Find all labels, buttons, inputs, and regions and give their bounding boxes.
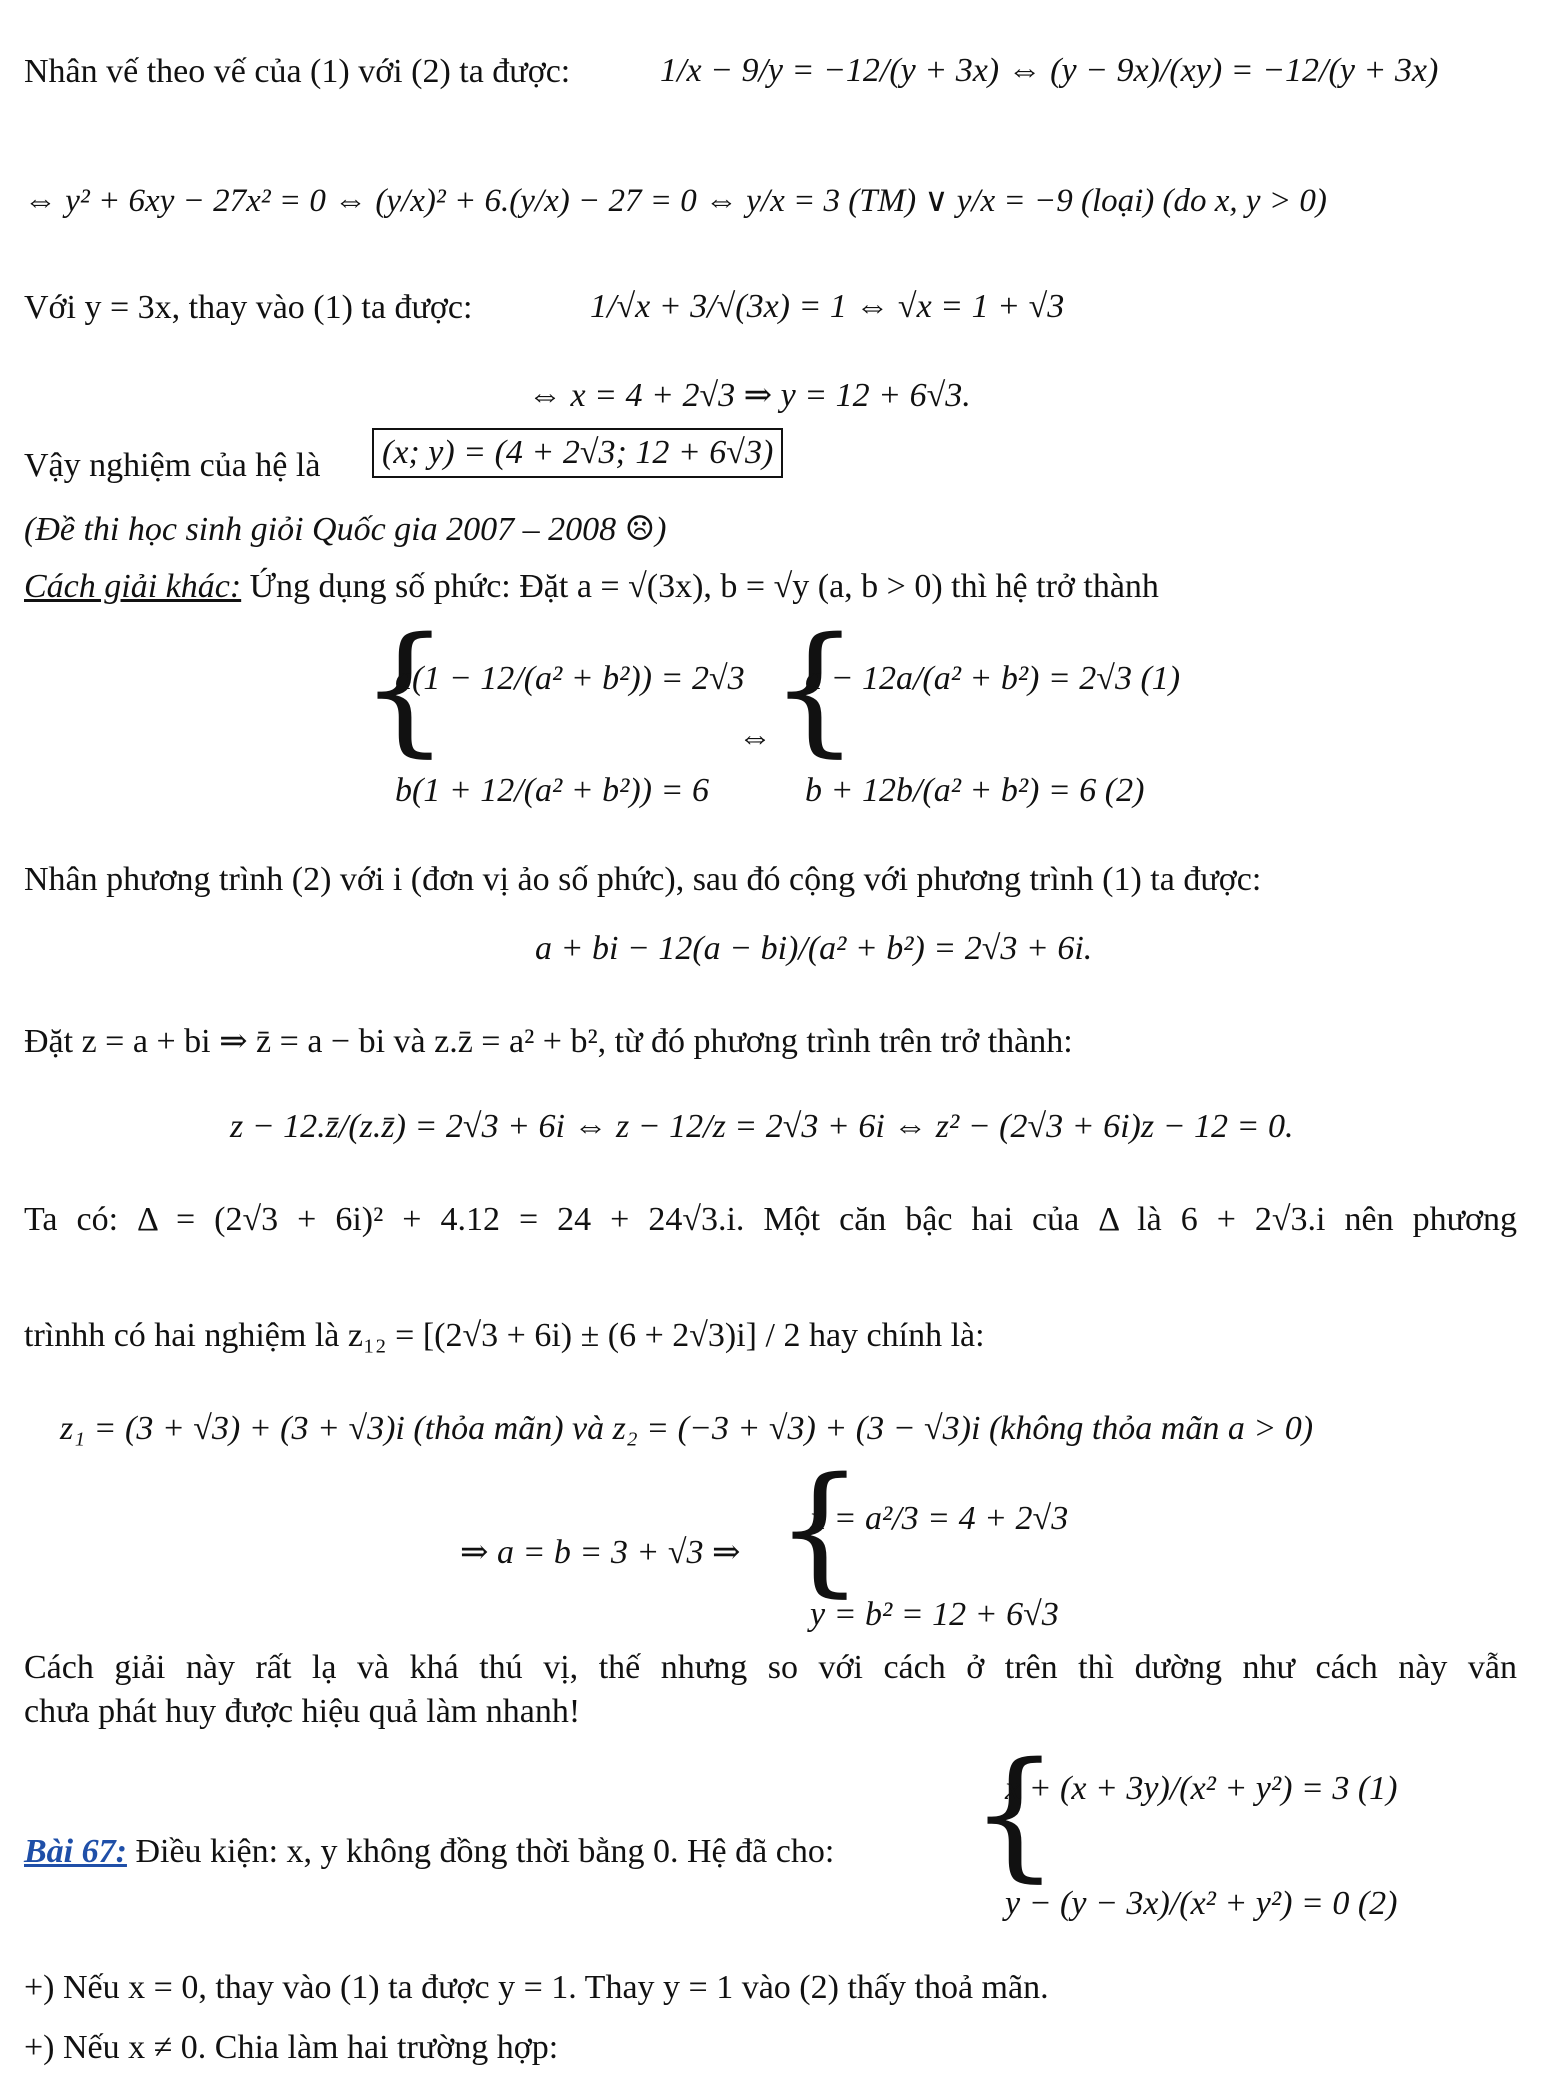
bai-67-line <box>24 1832 834 1872</box>
text-line-8: Nhân phương trình (2) với i (đơn vị ảo số phức), sau đó cộng với phương trình (1) ta được: <box>24 861 1262 898</box>
bai-67-text: Điều kiện: x, y không đồng thời bằng 0. Hệ đã cho: <box>126 1833 835 1870</box>
left-brace-3: { <box>775 1448 865 1611</box>
left-brace-2: { <box>770 608 860 771</box>
equation-line-3: 1/√x + 3/√(3x) = 1 ⇔ √x = 1 + √3 <box>590 288 1065 325</box>
text-line-16: Cách giải này rất lạ và khá thú vị, thế nhưng so với cách ở trên thì dường như cách này vẫn <box>24 1649 1517 1686</box>
equation-line-15: ⇒ a = b = 3 + √3 ⇒ <box>460 1534 741 1571</box>
system1-row1: a(1 − 12/(a² + b²)) = 2√3 <box>395 660 745 697</box>
source-note: (Đề thi học sinh giỏi Quốc gia 2007 – 2008 ☹) <box>24 511 667 548</box>
system1-row2: b(1 + 12/(a² + b²)) = 6 <box>395 772 709 809</box>
equation-line-14: z₁ = (3 + √3) + (3 + √3)i (thỏa mãn) và z₂ = (−3 + √3) + (3 − √3)i (không thỏa mãn a > 0) <box>60 1410 1314 1447</box>
system3-row2: y = b² = 12 + 6√3 <box>810 1596 1059 1633</box>
text-line-7 <box>24 567 1159 607</box>
left-brace-4: { <box>970 1733 1060 1896</box>
bai-67-label: Bài 67: <box>24 1833 127 1870</box>
text-line-3: Với y = 3x, thay vào (1) ta được: <box>24 289 473 326</box>
equation-line-9: a + bi − 12(a − bi)/(a² + b²) = 2√3 + 6i. <box>535 930 1093 967</box>
equation-line-4: ⇔ x = 4 + 2√3 ⇒ y = 12 + 6√3. <box>528 377 971 414</box>
system-equiv: ⇔ <box>738 719 772 756</box>
system2-row1: a − 12a/(a² + b²) = 2√3 (1) <box>805 660 1181 697</box>
text-line-1: Nhân vế theo vế của (1) với (2) ta được: <box>24 53 571 90</box>
text-line-19: +) Nếu x = 0, thay vào (1) ta được y = 1. Thay y = 1 vào (2) thấy thoả mãn. <box>24 1969 1049 2006</box>
equation-line-2: ⇔ y² + 6xy − 27x² = 0 ⇔ (y/x)² + 6.(y/x) − 27 = 0 ⇔ y/x = 3 (TM) ∨ y/x = −9 (loại) (do x, y > 0) <box>24 183 1327 219</box>
text-line-17: chưa phát huy được hiệu quả làm nhanh! <box>24 1693 581 1730</box>
text-line-12: Ta có: Δ = (2√3 + 6i)² + 4.12 = 24 + 24√3.i. Một căn bậc hai của Δ là 6 + 2√3.i nên phương <box>24 1201 1517 1238</box>
system3-row1: x = a²/3 = 4 + 2√3 <box>810 1500 1069 1537</box>
alt-method-label: Cách giải khác: <box>24 568 242 605</box>
bai-system-row1: x + (x + 3y)/(x² + y²) = 3 (1) <box>1005 1770 1398 1807</box>
left-brace-1: { <box>360 608 450 771</box>
system2-row2: b + 12b/(a² + b²) = 6 (2) <box>805 772 1145 809</box>
bai-system-row2: y − (y − 3x)/(x² + y²) = 0 (2) <box>1005 1885 1398 1922</box>
solution-box: (x; y) = (4 + 2√3; 12 + 6√3) <box>372 428 783 478</box>
equation-line-1: 1/x − 9/y = −12/(y + 3x) ⇔ (y − 9x)/(xy) = −12/(y + 3x) <box>660 52 1439 89</box>
text-line-5: Vậy nghiệm của hệ là <box>24 447 321 484</box>
text-line-10: Đặt z = a + bi ⇒ z̄ = a − bi và z.z̄ = a² + b², từ đó phương trình trên trở thành: <box>24 1023 1073 1060</box>
alt-method-text: Ứng dụng số phức: Đặt a = √(3x), b = √y (a, b > 0) thì hệ trở thành <box>241 568 1159 605</box>
text-line-20: +) Nếu x ≠ 0. Chia làm hai trường hợp: <box>24 2029 559 2066</box>
equation-line-11: z − 12.z̄/(z.z̄) = 2√3 + 6i ⇔ z − 12/z = 2√3 + 6i ⇔ z² − (2√3 + 6i)z − 12 = 0. <box>230 1108 1294 1145</box>
text-line-13: trìnhh có hai nghiệm là z₁₂ = [(2√3 + 6i) ± (6 + 2√3)i] / 2 hay chính là: <box>24 1317 985 1354</box>
